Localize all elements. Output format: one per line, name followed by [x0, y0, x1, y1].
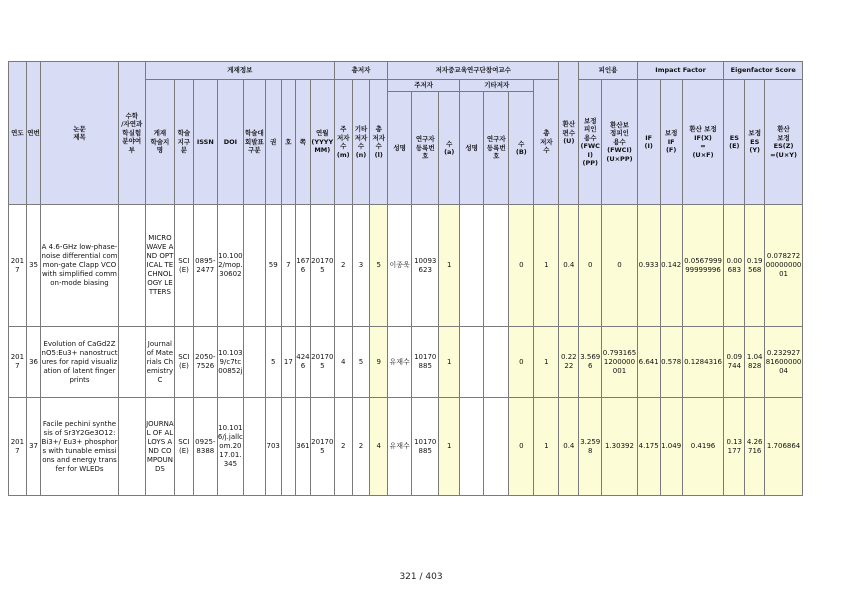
header-group-if: Impact Factor	[637, 62, 724, 80]
cell-class: SCI(E)	[175, 327, 194, 398]
cell-conv: 0.4	[559, 205, 579, 327]
cell-conv: 0.4	[559, 398, 579, 496]
cell-total-n: 4	[370, 398, 388, 496]
cell-other-n: 2	[352, 398, 370, 496]
cell-doi: 10.1039/c7tc00852j	[217, 327, 243, 398]
table-row	[9, 205, 803, 327]
cell-if-adj: 1.049	[660, 398, 682, 496]
header-group-other: 기타저자	[460, 80, 534, 92]
cell-month: 201705	[310, 327, 334, 398]
header-o-name: 성명	[460, 92, 484, 205]
header-field: 수학 /자연과 학실험 분야여 부	[118, 62, 145, 205]
cell-month: 201705	[310, 205, 334, 327]
cell-issue	[281, 398, 296, 496]
cell-es-adj: 0.19568	[745, 205, 765, 327]
cell-vol: 5	[265, 327, 281, 398]
cell-p-total: 1	[534, 327, 559, 398]
header-doi: DOI	[217, 80, 243, 205]
cell-kci	[243, 205, 265, 327]
cell-page: 4246	[296, 327, 311, 398]
cell-num: 37	[26, 398, 41, 496]
cell-title: Evolution of CaGd2ZnO5:Eu3+ nanostructures for rapid visualization of latent fingerprints	[41, 327, 118, 398]
cell-if-conv: 0.056799999999996	[682, 205, 724, 327]
header-group-ef: Eigenfactor Score	[724, 62, 803, 80]
header-es-conv: 환산 보정 ES(Z) =(U×Y)	[765, 80, 803, 205]
header-conv: 환산 편수 (U)	[559, 62, 579, 205]
header-issue: 호	[281, 80, 296, 205]
cell-o-name	[460, 205, 484, 327]
cell-p-name: 이종욱	[388, 205, 412, 327]
cell-year: 2017	[9, 398, 27, 496]
header-p-total: 총 저자 수	[534, 80, 559, 205]
cell-o-regno	[484, 398, 509, 496]
cell-doi: 10.1002/mop.30602	[217, 205, 243, 327]
cell-fwci-conv: 0.7931651200000001	[602, 327, 638, 398]
header-kci: 학술대 회발표 구분	[243, 80, 265, 205]
cell-es-adj: 1.04828	[745, 327, 765, 398]
cell-issue: 17	[281, 327, 296, 398]
cell-es: 0.00683	[724, 205, 745, 327]
cell-year: 2017	[9, 205, 27, 327]
cell-if: 0.933	[637, 205, 660, 327]
cell-o-regno	[484, 327, 509, 398]
header-p-name: 성명	[388, 92, 412, 205]
cell-num: 36	[26, 327, 41, 398]
cell-es: 0.13177	[724, 398, 745, 496]
cell-conv: 0.2222	[559, 327, 579, 398]
header-other-n: 기타 저자 수 (n)	[352, 80, 370, 205]
cell-o-name	[460, 327, 484, 398]
cell-main-n: 2	[334, 398, 352, 496]
cell-o-b: 0	[509, 205, 534, 327]
cell-class: SCI(E)	[175, 205, 194, 327]
header-journal: 게재 학술지 명	[145, 80, 174, 205]
header-num: 연번	[26, 62, 41, 205]
cell-p-regno: 10093623	[412, 205, 439, 327]
cell-fwci: 3.5696	[579, 327, 602, 398]
cell-page: 1676	[296, 205, 311, 327]
header-if: IF (I)	[637, 80, 660, 205]
cell-main-n: 2	[334, 205, 352, 327]
cell-year: 2017	[9, 327, 27, 398]
cell-es-conv: 1.706864	[765, 398, 803, 496]
cell-if-conv: 0.1284316	[682, 327, 724, 398]
cell-if: 6.641	[637, 327, 660, 398]
cell-other-n: 5	[352, 327, 370, 398]
cell-issn: 0895-2477	[193, 205, 217, 327]
cell-p-name: 유재수	[388, 327, 412, 398]
cell-vol: 703	[265, 398, 281, 496]
header-fwci-conv: 환산보 정피인 용수 (FWCI) (U×PP)	[602, 80, 638, 205]
cell-kci	[243, 398, 265, 496]
cell-o-name	[460, 398, 484, 496]
cell-if-adj: 0.142	[660, 205, 682, 327]
cell-p-regno: 10170885	[412, 398, 439, 496]
cell-main-n: 4	[334, 327, 352, 398]
cell-total-n: 5	[370, 205, 388, 327]
header-group-authors: 총저자	[334, 62, 387, 80]
header-month: 연월 (YYYY MM)	[310, 80, 334, 205]
header-vol: 권	[265, 80, 281, 205]
cell-fwci: 3.2598	[579, 398, 602, 496]
cell-es-adj: 4.26716	[745, 398, 765, 496]
cell-fwci-conv: 0	[602, 205, 638, 327]
cell-field	[118, 327, 145, 398]
header-es: ES (E)	[724, 80, 745, 205]
cell-p-name: 유재수	[388, 398, 412, 496]
cell-o-regno	[484, 205, 509, 327]
header-page: 쪽	[296, 80, 311, 205]
cell-if-adj: 0.578	[660, 327, 682, 398]
header-group-participants: 저자중교육연구단참여교수	[388, 62, 559, 80]
table-row	[9, 327, 803, 398]
cell-p-regno: 10170885	[412, 327, 439, 398]
cell-issue: 7	[281, 205, 296, 327]
cell-es-conv: 0.0782720000000001	[765, 205, 803, 327]
cell-p-a: 1	[439, 398, 460, 496]
cell-issn: 0925-8388	[193, 398, 217, 496]
header-group-pub: 게재정보	[145, 62, 334, 80]
cell-es: 0.09744	[724, 327, 745, 398]
cell-field	[118, 398, 145, 496]
header-es-adj: 보정 ES (Y)	[745, 80, 765, 205]
header-o-regno: 연구자 등록번 호	[484, 92, 509, 205]
cell-class: SCI(E)	[175, 398, 194, 496]
header-fwci: 보정 피인 용수 (FWC I) (PP)	[579, 80, 602, 205]
cell-doi: 10.1016/j.jallcom.2017.01.345	[217, 398, 243, 496]
cell-num: 35	[26, 205, 41, 327]
cell-issn: 2050-7526	[193, 327, 217, 398]
cell-p-a: 1	[439, 327, 460, 398]
cell-if-conv: 0.4196	[682, 398, 724, 496]
header-total-n: 총 저자 수 (l)	[370, 80, 388, 205]
cell-month: 201705	[310, 398, 334, 496]
page-number: 321 / 403	[399, 572, 443, 582]
cell-vol: 59	[265, 205, 281, 327]
header-group-main: 주저자	[388, 80, 460, 92]
header-o-b: 수 (B)	[509, 92, 534, 205]
cell-journal: MICROWAVE AND OPTICAL TECHNOLOGY LETTERS	[145, 205, 174, 327]
header-title: 논문 제목	[41, 62, 118, 205]
header-if-adj: 보정 IF (F)	[660, 80, 682, 205]
cell-p-a: 1	[439, 205, 460, 327]
cell-p-total: 1	[534, 205, 559, 327]
cell-field	[118, 205, 145, 327]
cell-p-total: 1	[534, 398, 559, 496]
header-if-conv: 환산 보정 IF(X) = (U×F)	[682, 80, 724, 205]
cell-journal: JOURNAL OF ALLOYS AND COMPOUNDS	[145, 398, 174, 496]
header-p-a: 수 (a)	[439, 92, 460, 205]
publications-table	[8, 61, 803, 496]
cell-title: Facile pechini synthesis of Sr3Y2Ge3O12: Bi3+/ Eu3+ phosphors with tunable emissions and energy transfer for WLEDs	[41, 398, 118, 496]
header-p-regno: 연구자 등록번 호	[412, 92, 439, 205]
cell-o-b: 0	[509, 327, 534, 398]
cell-es-conv: 0.2329278160000004	[765, 327, 803, 398]
header-class: 학술 지구 분	[175, 80, 194, 205]
cell-total-n: 9	[370, 327, 388, 398]
header-main-n: 주 저자 수 (m)	[334, 80, 352, 205]
cell-journal: Journal of Materials Chemistry C	[145, 327, 174, 398]
cell-kci	[243, 327, 265, 398]
cell-title: A 4.6-GHz low-phase-noise differential common-gate Clapp VCO with simplified common-mode biasing	[41, 205, 118, 327]
table-row	[9, 398, 803, 496]
header-group-citation: 피인용	[579, 62, 637, 80]
header-year: 연도	[9, 62, 27, 205]
cell-fwci: 0	[579, 205, 602, 327]
cell-page: 361	[296, 398, 311, 496]
cell-other-n: 3	[352, 205, 370, 327]
cell-if: 4.175	[637, 398, 660, 496]
cell-o-b: 0	[509, 398, 534, 496]
header-issn: ISSN	[193, 80, 217, 205]
cell-fwci-conv: 1.30392	[602, 398, 638, 496]
